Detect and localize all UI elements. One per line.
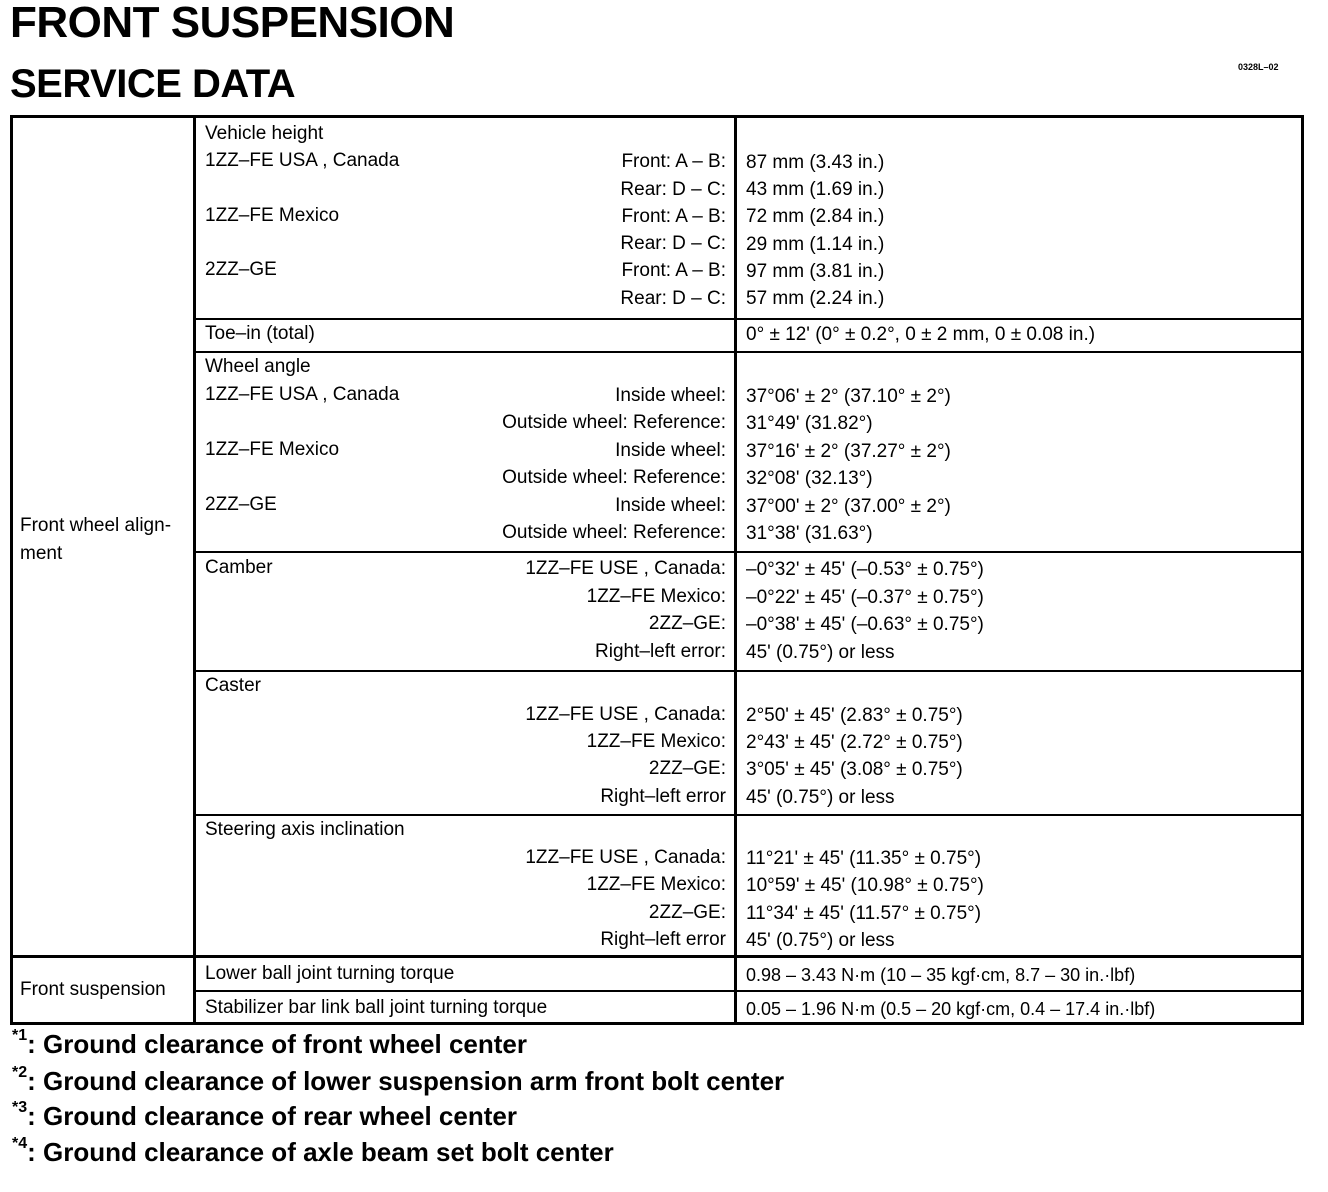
row-condition: Right–left error <box>600 929 726 950</box>
row-value: 43 mm (1.69 in.) <box>746 179 885 200</box>
row-divider <box>193 351 1304 353</box>
row-value: 37°00' ± 2° (37.00° ± 2°) <box>746 496 951 517</box>
section-title-vehicle-height: Vehicle height <box>205 123 324 144</box>
row-condition: Right–left error <box>600 786 726 807</box>
footnote-mark: *1 <box>12 1027 28 1044</box>
group-label-alignment: Front wheel align- ment <box>20 515 172 564</box>
row-condition: Front: A – B: <box>621 260 726 281</box>
section-title-camber: Camber <box>205 557 273 578</box>
footnote-mark: *2 <box>12 1064 28 1081</box>
row-value: 29 mm (1.14 in.) <box>746 234 885 255</box>
footnote-text: : Ground clearance of axle beam set bolt center <box>27 1137 614 1167</box>
row-condition: Rear: D – C: <box>620 233 726 254</box>
row-value: 32°08' (32.13°) <box>746 468 873 489</box>
toe-in-label: Toe–in (total) <box>205 323 315 344</box>
row-divider <box>193 670 1304 672</box>
row-condition: Right–left error: <box>595 641 726 662</box>
row-label: 1ZZ–FE USA , Canada <box>205 384 400 405</box>
row-value: –0°38' ± 45' (–0.63° ± 0.75°) <box>746 614 984 635</box>
footnote <box>12 1137 614 1168</box>
row-value: 87 mm (3.43 in.) <box>746 152 885 173</box>
row-label: 1ZZ–FE Mexico <box>205 205 340 226</box>
row-value: 2°50' ± 45' (2.83° ± 0.75°) <box>746 705 963 726</box>
row-condition: 1ZZ–FE USE , Canada: <box>525 558 726 579</box>
document-code: 0328L–02 <box>1238 62 1279 72</box>
row-value: 31°49' (31.82°) <box>746 413 873 434</box>
footnote-text: : Ground clearance of front wheel center <box>27 1029 528 1059</box>
row-value: –0°32' ± 45' (–0.53° ± 0.75°) <box>746 559 984 580</box>
row-value: 57 mm (2.24 in.) <box>746 288 885 309</box>
row-label: 1ZZ–FE USA , Canada <box>205 150 400 171</box>
row-label: 2ZZ–GE <box>205 494 277 515</box>
page-title: FRONT SUSPENSION <box>10 0 455 47</box>
lower-ball-joint-label: Lower ball joint turning torque <box>205 963 455 984</box>
section-title: SERVICE DATA <box>10 62 296 106</box>
row-condition: Outside wheel: Reference: <box>502 412 726 433</box>
footnote-text: : Ground clearance of lower suspension arm front bolt center <box>27 1066 785 1096</box>
row-condition: Outside wheel: Reference: <box>502 467 726 488</box>
row-value: 45' (0.75°) or less <box>746 930 895 951</box>
row-condition: 1ZZ–FE Mexico: <box>586 874 726 895</box>
stabilizer-link-value: 0.05 – 1.96 N·m (0.5 – 20 kgf·cm, 0.4 – 17.4 in.·lbf) <box>746 999 1156 1019</box>
row-value: 97 mm (3.81 in.) <box>746 261 885 282</box>
lower-ball-joint-value: 0.98 – 3.43 N·m (10 – 35 kgf·cm, 8.7 – 30 in.·lbf) <box>746 965 1136 985</box>
stabilizer-link-label: Stabilizer bar link ball joint turning torque <box>205 997 548 1018</box>
row-condition: Inside wheel: <box>615 440 726 461</box>
row-label: 2ZZ–GE <box>205 259 277 280</box>
footnote-mark: *3 <box>12 1099 28 1116</box>
row-condition: 1ZZ–FE USE , Canada: <box>525 847 726 868</box>
row-condition: Outside wheel: Reference: <box>502 522 726 543</box>
toe-in-value: 0° ± 12' (0° ± 0.2°, 0 ± 2 mm, 0 ± 0.08 in.) <box>746 324 1096 345</box>
row-divider <box>193 990 1304 992</box>
footnote-text: : Ground clearance of rear wheel center <box>27 1101 517 1131</box>
row-value: 10°59' ± 45' (10.98° ± 0.75°) <box>746 875 984 896</box>
section-title-wheel-angle: Wheel angle <box>205 356 311 377</box>
col-divider-1 <box>193 115 196 1025</box>
row-condition: 1ZZ–FE Mexico: <box>586 586 726 607</box>
row-condition: Inside wheel: <box>615 385 726 406</box>
row-value: 3°05' ± 45' (3.08° ± 0.75°) <box>746 759 963 780</box>
row-value: 37°06' ± 2° (37.10° ± 2°) <box>746 386 951 407</box>
row-condition: Inside wheel: <box>615 495 726 516</box>
row-value: 2°43' ± 45' (2.72° ± 0.75°) <box>746 732 963 753</box>
row-value: –0°22' ± 45' (–0.37° ± 0.75°) <box>746 587 984 608</box>
row-condition: Rear: D – C: <box>620 288 726 309</box>
row-condition: 1ZZ–FE Mexico: <box>586 731 726 752</box>
row-value: 37°16' ± 2° (37.27° ± 2°) <box>746 441 951 462</box>
group-divider <box>10 955 1304 958</box>
row-condition: Front: A – B: <box>621 206 726 227</box>
footnote <box>12 1101 517 1132</box>
section-title-steering-axis: Steering axis inclination <box>205 819 405 840</box>
row-condition: Rear: D – C: <box>620 179 726 200</box>
row-value: 45' (0.75°) or less <box>746 787 895 808</box>
section-title-caster: Caster <box>205 675 261 696</box>
row-label: 1ZZ–FE Mexico <box>205 439 340 460</box>
col-divider-2 <box>734 115 737 1025</box>
footnote <box>12 1066 784 1097</box>
row-condition: 2ZZ–GE: <box>648 758 726 779</box>
row-condition: 1ZZ–FE USE , Canada: <box>525 704 726 725</box>
row-condition: Front: A – B: <box>621 151 726 172</box>
row-condition: 2ZZ–GE: <box>648 613 726 634</box>
row-condition: 2ZZ–GE: <box>648 902 726 923</box>
row-divider <box>193 551 1304 553</box>
row-value: 31°38' (31.63°) <box>746 523 873 544</box>
row-value: 72 mm (2.84 in.) <box>746 206 885 227</box>
footnote <box>12 1029 527 1060</box>
row-divider <box>193 814 1304 816</box>
row-value: 11°34' ± 45' (11.57° ± 0.75°) <box>746 903 982 924</box>
footnote-mark: *4 <box>12 1135 28 1152</box>
row-divider <box>193 318 1304 320</box>
row-value: 45' (0.75°) or less <box>746 642 895 663</box>
group-label-suspension: Front suspension <box>20 979 166 1000</box>
row-value: 11°21' ± 45' (11.35° ± 0.75°) <box>746 848 982 869</box>
